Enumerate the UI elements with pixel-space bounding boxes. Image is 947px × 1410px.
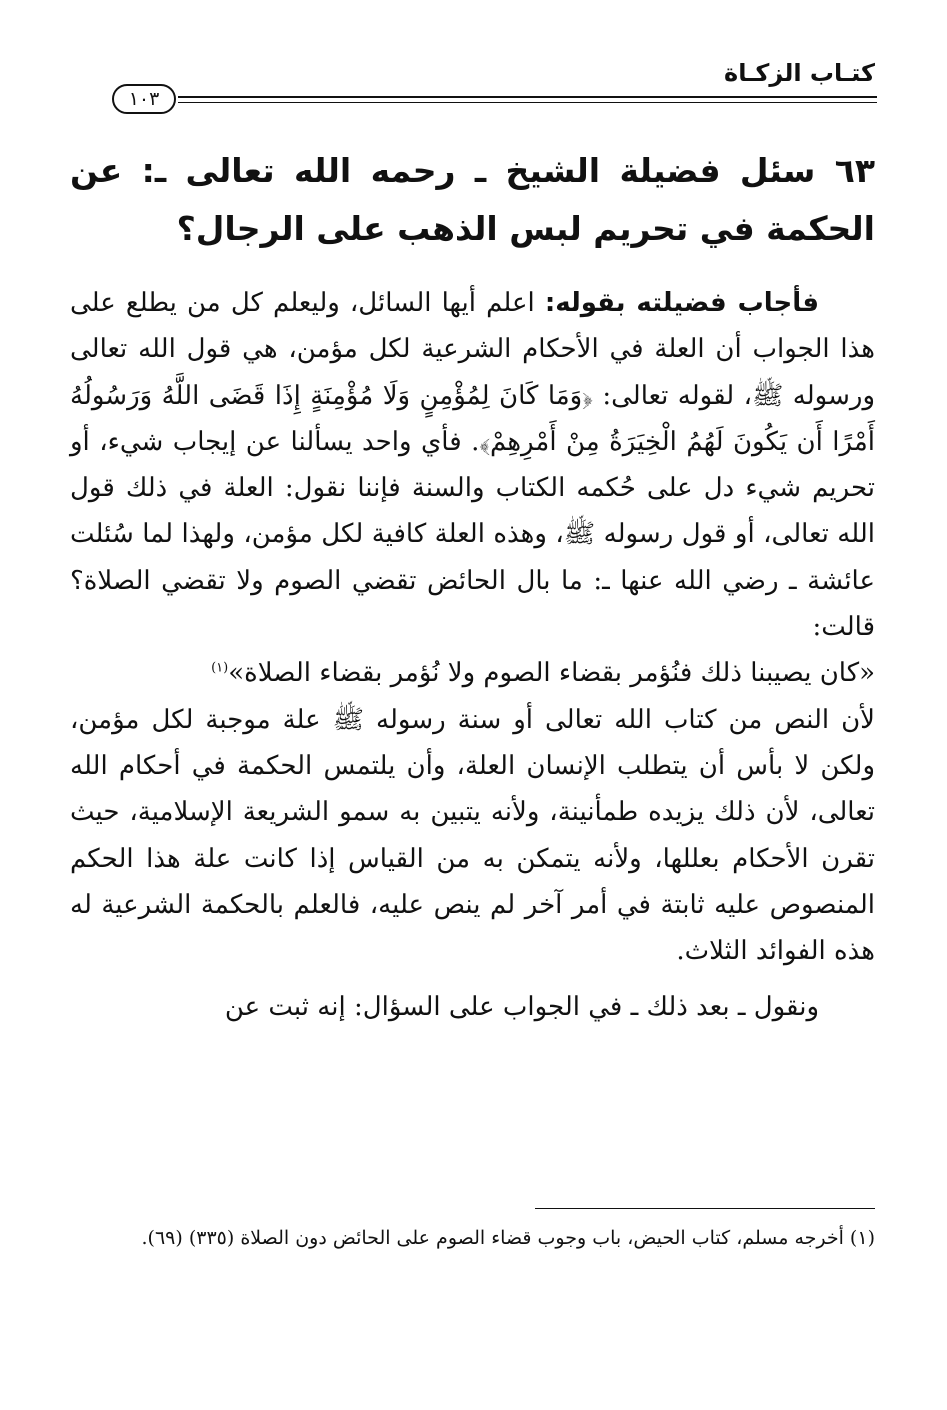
answer-body	[70, 280, 875, 1031]
footnote-rule	[535, 1208, 875, 1209]
answer-paragraph-3: ونقول ـ بعد ذلك ـ في الجواب على السؤال: إنه ثبت عن	[224, 992, 819, 1023]
answer-paragraph-2: لأن النص من كتاب الله تعالى أو سنة رسوله ﷺ علة موجبة لكل مؤمن، ولكن لا بأس أن يتطلب الإنسان العلة، وأن يلتمس الحكمة في أحكام الله تعالى، لأن ذلك يزيده طمأنينة، ولأنه يتبين به سمو الشريعة الإسلامية، حيث تقرن الأحكام بعللها، ولأنه يتمكن به من القياس إذا كانت علة هذا الحكم المنصوص عليه ثابتة في أمر آخر لم ينص عليه، فالعلم بالحكمة الشرعية له هذه الفوائد الثلاث.	[70, 704, 876, 967]
running-title: كتـاب الزكـاة	[724, 59, 875, 87]
header-rule	[178, 96, 877, 98]
aisha-quote: «كان يصيبنا ذلك فنُؤمر بقضاء الصوم ولا نُؤمر بقضاء الصلاة»	[228, 658, 875, 689]
answer-lead: فأجاب فضيلته بقوله:	[544, 288, 819, 318]
footnote: (١) أخرجه مسلم، كتاب الحيض، باب وجوب قضاء الصوم على الحائض دون الصلاة (٣٣٥) (٦٩).	[141, 1227, 875, 1249]
page-number: ١٠٣	[112, 84, 176, 114]
answer-text-1: اعلم أيها السائل، وليعلم كل من يطلع على هذا الجواب أن العلة في الأحكام الشرعية لكل مؤمن، هي قول الله تعالى ورسوله ﷺ، لقوله تعالى: ﴿وَمَا كَانَ لِمُؤْمِنٍ وَلَا مُؤْمِنَةٍ إِذَا قَضَى اللَّهُ وَرَسُولُهُ أَمْرًا أَن يَكُونَ لَهُمُ الْخِيَرَةُ مِنْ أَمْرِهِمْ﴾. فأي واحد يسألنا عن إيجاب شيء، أو تحريم شيء دل على حُكمه الكتاب والسنة فإننا نقول: العلة في ذلك قول الله تعالى، أو قول رسوله ﷺ، وهذه العلة كافية لكل مؤمن، ولهذا لما سُئلت عائشة ـ رضي الله عنها ـ: ما بال الحائض تقضي الصوم ولا تقضي الصلاة؟ قالت:	[70, 288, 875, 643]
footnote-marker: (١)	[211, 660, 229, 676]
header-rule-thin	[178, 102, 877, 103]
answer-paragraph-1	[70, 280, 875, 650]
aisha-quote-line	[70, 650, 875, 696]
question-heading: ٦٣ سئل فضيلة الشيخ ـ رحمه الله تعالى ـ: عن الحكمة في تحريم لبس الذهب على الرجال؟	[70, 151, 875, 248]
